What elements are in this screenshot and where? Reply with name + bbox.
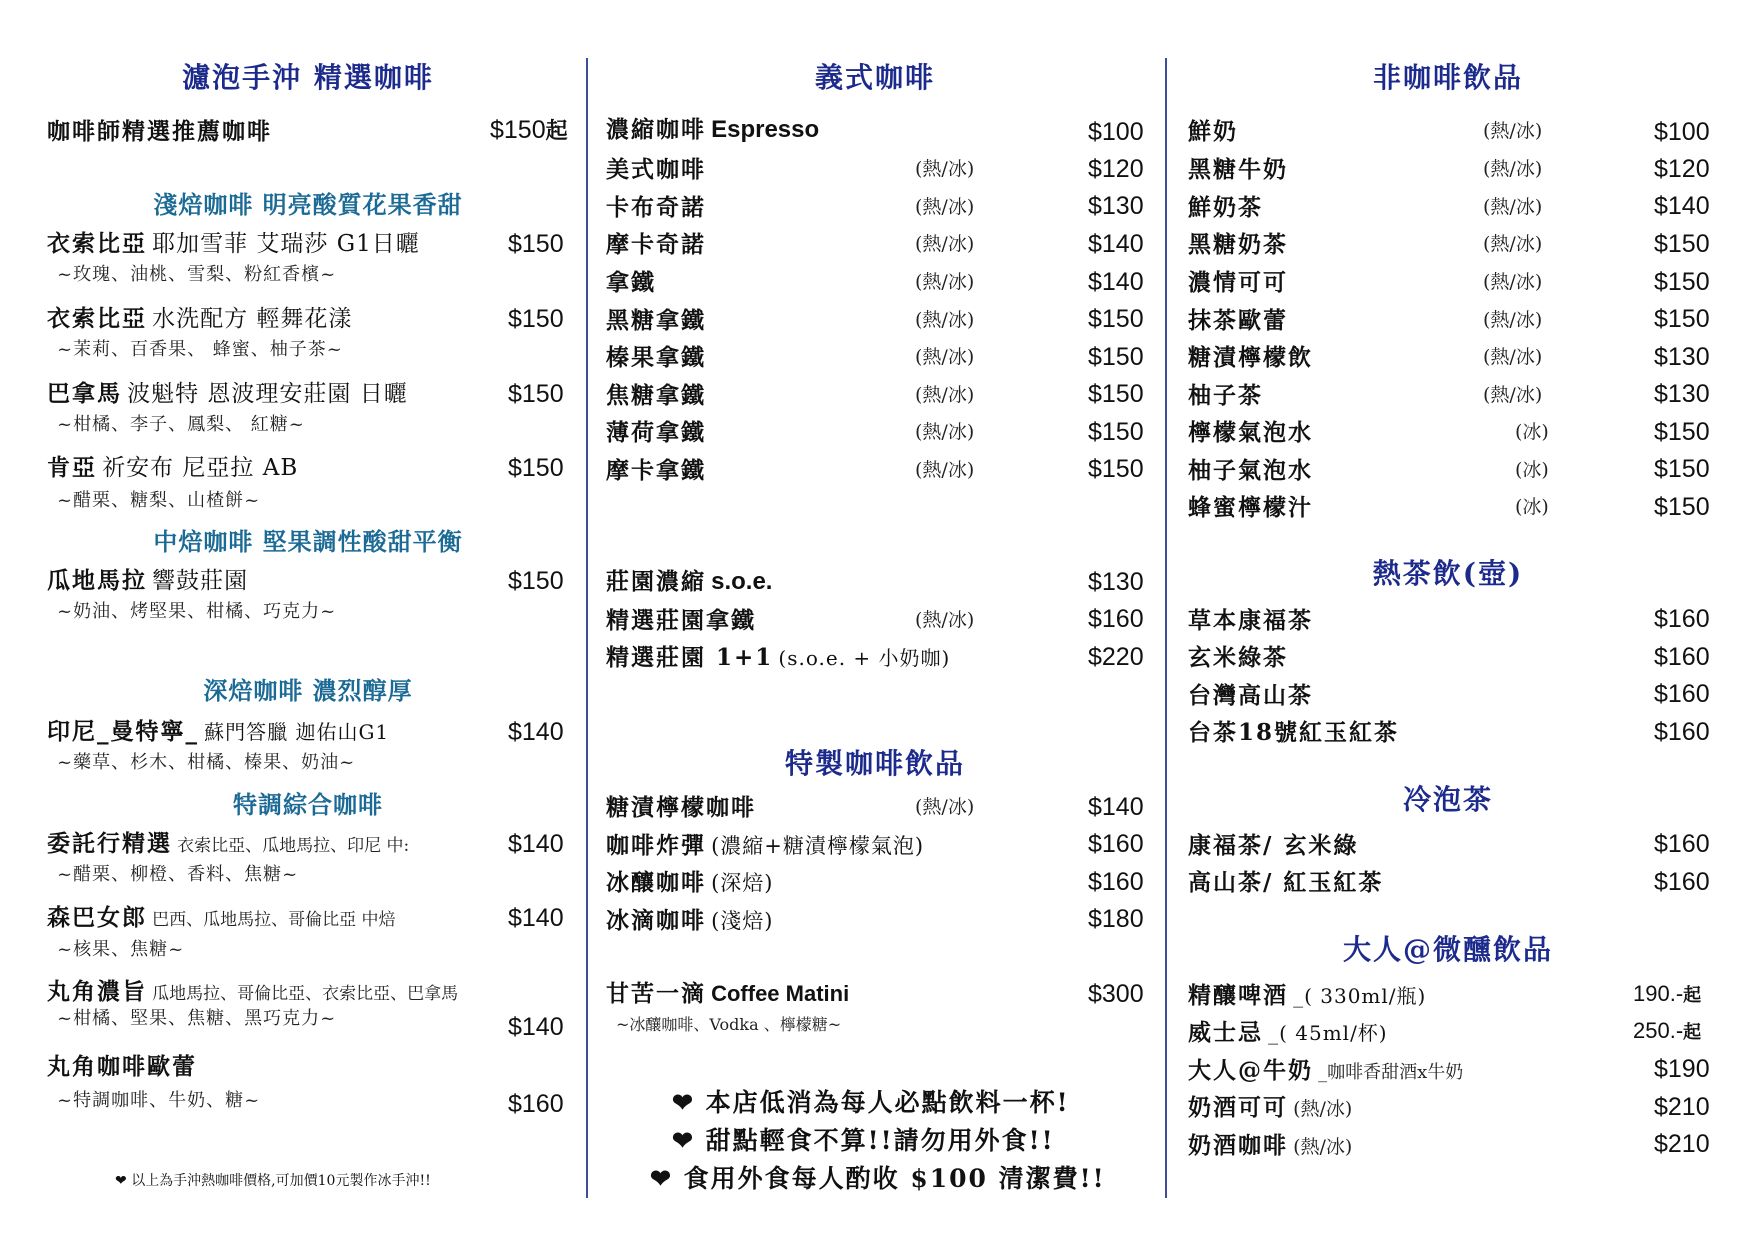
menu-item-price: $180 — [1088, 905, 1144, 933]
menu-item: 威士忌 _( 45ml/杯) — [1188, 1019, 1388, 1046]
menu-item-price: $100 — [1654, 118, 1710, 146]
menu-item: 森巴女郎 巴西、瓜地馬拉、哥倫比亞 中焙 — [47, 904, 396, 931]
menu-item-price: $150 — [508, 380, 564, 408]
menu-item-price: $150 — [1654, 418, 1710, 446]
temp-option: (熱/冰) — [915, 609, 975, 631]
temp-option: (熱/冰) — [915, 196, 975, 218]
menu-item-price: $150 — [1654, 268, 1710, 296]
temp-option: (熱/冰) — [1483, 233, 1543, 255]
menu-item: 卡布奇諾 — [606, 194, 706, 221]
menu-item-note: ~柑橘、李子、鳳梨、 紅糖~ — [57, 414, 305, 435]
menu-item: 鮮奶 — [1188, 118, 1238, 145]
temp-option: (熱/冰) — [915, 158, 975, 180]
menu-item-price: $160 — [1088, 830, 1144, 858]
medium-roast-heading: 中焙咖啡 堅果調性酸甜平衡 — [153, 527, 463, 556]
menu-item-price: $160 — [1654, 605, 1710, 633]
menu-item-price: $140 — [1088, 230, 1144, 258]
heart-icon: ❤ — [650, 1164, 673, 1193]
column-divider-right — [1165, 58, 1167, 1198]
recommend-price: $150起 — [490, 116, 570, 144]
menu-item-price: $130 — [1088, 192, 1144, 220]
menu-item-price: $120 — [1654, 155, 1710, 183]
menu-item-note: ~藥草、杉木、柑橘、榛果、奶油~ — [57, 752, 356, 773]
temp-option: (冰) — [1515, 421, 1549, 443]
menu-item: 高山茶/ 紅玉紅茶 — [1188, 869, 1384, 896]
menu-item-price: $140 — [508, 718, 564, 746]
menu-item: 美式咖啡 — [606, 156, 706, 183]
menu-item: 大人@牛奶 _咖啡香甜酒x牛奶 — [1188, 1057, 1464, 1084]
menu-item: 精選莊園 1+1 (s.o.e. + 小奶咖) — [606, 644, 951, 671]
temp-option: (熱/冰) — [1483, 120, 1543, 142]
menu-item: 瓜地馬拉 響鼓莊園 — [47, 567, 249, 594]
temp-option: (熱/冰) — [915, 796, 975, 818]
heart-icon: ❤ — [672, 1088, 695, 1117]
menu-item-price: $150 — [508, 567, 564, 595]
menu-item-price: $130 — [1088, 568, 1144, 596]
menu-item: 肯亞 祈安布 尼亞拉 AB — [47, 454, 299, 481]
menu-item: 印尼_曼特寧_ 蘇門答臘 迦佑山G1 — [47, 718, 390, 745]
menu-item-price: $210 — [1654, 1130, 1710, 1158]
menu-item-note: ~醋栗、糖梨、山楂餅~ — [57, 490, 261, 511]
temp-option: (熱/冰) — [915, 384, 975, 406]
espresso-title: 義式咖啡 — [814, 61, 936, 94]
menu-item-price: $160 — [1654, 643, 1710, 671]
menu-item-note: ~茉莉、百香果、 蜂蜜、柚子茶~ — [57, 339, 343, 360]
menu-item-price: $140 — [508, 1013, 564, 1041]
temp-option: (熱/冰) — [1483, 384, 1543, 406]
menu-item-note: ~特調咖啡、牛奶、糖~ — [57, 1090, 261, 1111]
blend-heading: 特調綜合咖啡 — [233, 790, 383, 819]
temp-option: (熱/冰) — [1483, 158, 1543, 180]
menu-item: 委託行精選 衣索比亞、瓜地馬拉、印尼 中: — [47, 830, 410, 857]
menu-item-price: $160 — [1654, 830, 1710, 858]
menu-item: 冰滴咖啡 (淺焙) — [606, 907, 774, 934]
temp-option: (熱/冰) — [1483, 196, 1543, 218]
menu-item: 奶酒可可 (熱/冰) — [1188, 1094, 1353, 1121]
menu-item-price: $150 — [508, 454, 564, 482]
notice-line: ❤ 甜點輕食不算!!請勿用外食!! — [672, 1126, 1055, 1155]
menu-item: 草本康福茶 — [1188, 607, 1313, 634]
menu-item-price: $140 — [1088, 268, 1144, 296]
menu-item: 柚子茶 — [1188, 382, 1263, 409]
menu-item: 咖啡炸彈 (濃縮+糖漬檸檬氣泡) — [606, 832, 925, 859]
menu-item: 康福茶/ 玄米綠 — [1188, 832, 1359, 859]
menu-item: 玄米綠茶 — [1188, 644, 1288, 671]
menu-item: 抹茶歐蕾 — [1188, 307, 1288, 334]
menu-item: 奶酒咖啡 (熱/冰) — [1188, 1132, 1353, 1159]
menu-item-price: $150 — [508, 305, 564, 333]
menu-item: 衣索比亞 水洗配方 輕舞花漾 — [47, 305, 353, 332]
heart-icon: ❤ — [672, 1126, 695, 1155]
column-divider-left — [586, 58, 588, 1198]
espresso-item: 濃縮咖啡 Espresso — [606, 116, 820, 143]
menu-item-price: $150 — [1654, 493, 1710, 521]
menu-item-price: $130 — [1654, 343, 1710, 371]
menu-item-price: $160 — [1654, 718, 1710, 746]
menu-item: 薄荷拿鐵 — [606, 419, 706, 446]
menu-item: 冰釀咖啡 (深焙) — [606, 869, 774, 896]
menu-item-price: $150 — [1654, 230, 1710, 258]
menu-item: 拿鐵 — [606, 269, 656, 296]
menu-item-note: ~醋栗、柳橙、香料、焦糖~ — [57, 864, 299, 885]
temp-option: (熱/冰) — [915, 271, 975, 293]
menu-item: 台灣高山茶 — [1188, 682, 1313, 709]
menu-item-price: $150 — [1088, 418, 1144, 446]
menu-item-price: $160 — [1088, 605, 1144, 633]
menu-item-price: $150 — [1654, 305, 1710, 333]
temp-option: (熱/冰) — [915, 346, 975, 368]
menu-item-price: $150 — [1088, 455, 1144, 483]
menu-item: 巴拿馬 波魁特 恩波理安莊園 日曬 — [47, 380, 408, 407]
menu-item: 台茶18號紅玉紅茶 — [1188, 719, 1400, 746]
temp-option: (熱/冰) — [915, 233, 975, 255]
menu-item: 糖漬檸檬飲 — [1188, 344, 1313, 371]
notice-line: ❤ 食用外食每人酌收 $100 清潔費!! — [650, 1164, 1106, 1193]
menu-item-price: $100 — [1088, 118, 1144, 146]
special-coffee-heading: 特製咖啡飲品 — [784, 747, 966, 780]
temp-option: (熱/冰) — [915, 309, 975, 331]
temp-option: (熱/冰) — [915, 459, 975, 481]
menu-item: 蜂蜜檸檬汁 — [1188, 494, 1313, 521]
menu-item-note: ~冰釀咖啡、Vodka 、檸檬糖~ — [616, 1015, 842, 1034]
menu-item-price: $150 — [1088, 305, 1144, 333]
temp-option: (熱/冰) — [1483, 346, 1543, 368]
menu-item-price: $160 — [1654, 868, 1710, 896]
menu-item: 糖漬檸檬咖啡 — [606, 794, 756, 821]
menu-item: 鮮奶茶 — [1188, 194, 1263, 221]
menu-item: 摩卡奇諾 — [606, 231, 706, 258]
footnote: ❤ 以上為手沖熱咖啡價格,可加價10元製作冰手沖!! — [115, 1173, 431, 1189]
cold-tea-heading: 冷泡茶 — [1402, 783, 1494, 816]
menu-item: 丸角咖啡歐蕾 — [47, 1053, 197, 1080]
menu-item: 黑糖牛奶 — [1188, 156, 1288, 183]
menu-item: 丸角濃旨 瓜地馬拉、哥倫比亞、衣索比亞、巴拿馬 — [47, 978, 459, 1005]
menu-item: 檸檬氣泡水 — [1188, 419, 1313, 446]
menu-item: 黑糖拿鐵 — [606, 307, 706, 334]
menu-item: 精釀啤酒 _( 330ml/瓶) — [1188, 982, 1427, 1009]
temp-option: (熱/冰) — [1483, 309, 1543, 331]
menu-item: 柚子氣泡水 — [1188, 457, 1313, 484]
menu-item: 濃情可可 — [1188, 269, 1288, 296]
menu-item-price: $120 — [1088, 155, 1144, 183]
dark-roast-heading: 深焙咖啡 濃烈醇厚 — [203, 676, 413, 705]
menu-item-price: $160 — [1088, 868, 1144, 896]
temp-option: (熱/冰) — [915, 421, 975, 443]
menu-item: 莊園濃縮 s.o.e. — [606, 568, 773, 595]
menu-item-price: 190.-起 — [1633, 981, 1702, 1006]
adult-drinks-heading: 大人@微醺飲品 — [1342, 933, 1554, 966]
menu-item: 精選莊園拿鐵 — [606, 607, 756, 634]
menu-item-note: ~奶油、烤堅果、柑橘、巧克力~ — [57, 601, 337, 622]
pour-over-title: 濾泡手沖 精選咖啡 — [182, 61, 434, 94]
non-coffee-title: 非咖啡飲品 — [1372, 61, 1524, 94]
menu-item-price: $300 — [1088, 980, 1144, 1008]
menu-item-note: ~柑橘、堅果、焦糖、黑巧克力~ — [57, 1008, 337, 1029]
heart-icon: ❤ — [115, 1173, 127, 1189]
menu-item: 焦糖拿鐵 — [606, 382, 706, 409]
menu-item-price: $160 — [508, 1090, 564, 1118]
menu-item-price: $190 — [1654, 1055, 1710, 1083]
menu-item: 榛果拿鐵 — [606, 344, 706, 371]
menu-item-price: $160 — [1654, 680, 1710, 708]
menu-item-price: $140 — [1654, 192, 1710, 220]
recommend-name: 咖啡師精選推薦咖啡 — [47, 118, 272, 145]
menu-item-price: $130 — [1654, 380, 1710, 408]
menu-item-price: 250.-起 — [1633, 1018, 1702, 1043]
menu-item-note: ~核果、焦糖~ — [57, 939, 185, 960]
menu-item: 摩卡拿鐵 — [606, 457, 706, 484]
menu-item-price: $150 — [1088, 380, 1144, 408]
menu-item-price: $220 — [1088, 643, 1144, 671]
menu-item-price: $150 — [1654, 455, 1710, 483]
menu-item-price: $150 — [1088, 343, 1144, 371]
temp-option: (熱/冰) — [1483, 271, 1543, 293]
menu-item: 黑糖奶茶 — [1188, 231, 1288, 258]
menu-item-price: $150 — [508, 230, 564, 258]
menu-item-price: $140 — [1088, 793, 1144, 821]
menu-item-price: $140 — [508, 904, 564, 932]
light-roast-heading: 淺焙咖啡 明亮酸質花果香甜 — [153, 190, 463, 219]
notice-line: ❤ 本店低消為每人必點飲料一杯! — [672, 1088, 1070, 1117]
menu-item-price: $210 — [1654, 1093, 1710, 1121]
menu-item: 衣索比亞 耶加雪菲 艾瑞莎 G1日曬 — [47, 230, 420, 257]
menu-item-price: $140 — [508, 830, 564, 858]
temp-option: (冰) — [1515, 496, 1549, 518]
temp-option: (冰) — [1515, 459, 1549, 481]
menu-item: 甘苦一滴 Coffee Matini — [606, 980, 850, 1007]
menu-item-note: ~玫瑰、油桃、雪梨、粉紅香檳~ — [57, 264, 337, 285]
hot-tea-heading: 熱茶飲(壺) — [1372, 557, 1524, 590]
